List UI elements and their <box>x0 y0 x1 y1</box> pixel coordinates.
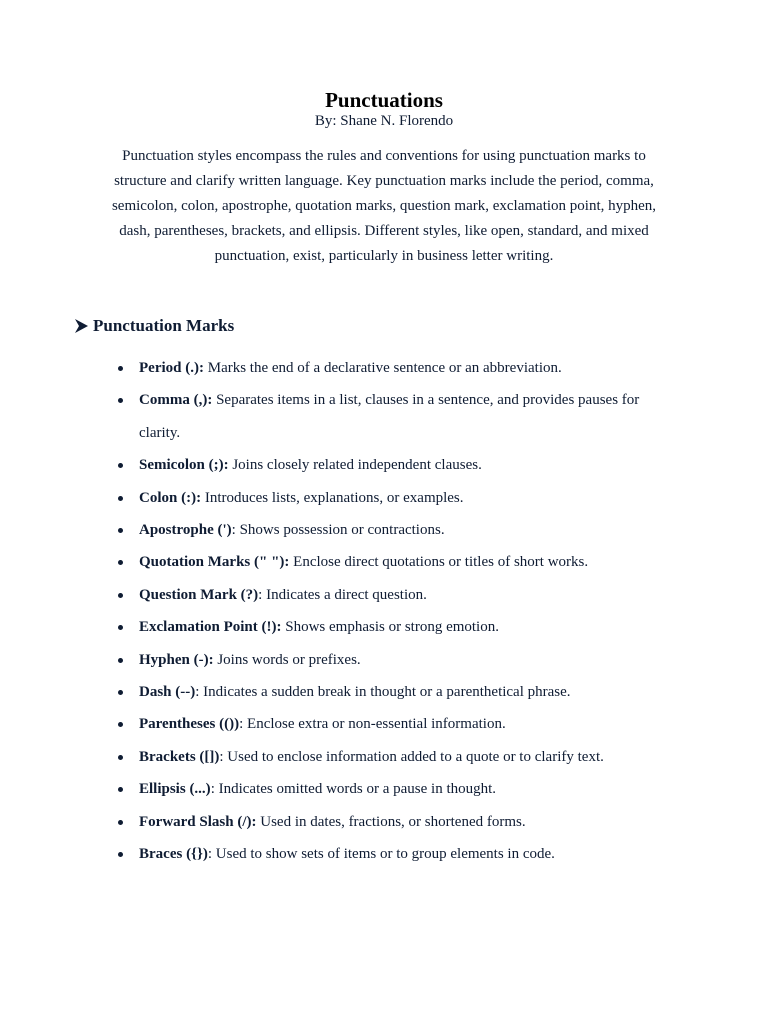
punctuation-term: Comma (,): <box>139 392 213 409</box>
punctuation-description: Marks the end of a declarative sentence or an abbreviation. <box>203 360 562 376</box>
bullet-dot-icon <box>118 625 123 630</box>
bullet-dot-icon <box>118 787 123 792</box>
punctuation-term: Colon (:): <box>139 489 202 506</box>
section-heading-label: Punctuation Marks <box>93 316 235 335</box>
bullet-dot-icon <box>118 820 123 825</box>
list-item <box>118 449 678 481</box>
list-item <box>118 741 678 773</box>
punctuation-description: : Used to show sets of items or to group elements in code. <box>207 846 555 863</box>
punctuation-description: Used in dates, fractions, or shortened forms. <box>256 813 526 830</box>
list-item <box>118 644 678 676</box>
punctuation-term: Dash (--) <box>139 684 196 701</box>
list-item <box>118 611 678 643</box>
bullet-dot-icon <box>118 496 123 501</box>
bullet-dot-icon <box>118 755 123 760</box>
punctuation-term: Quotation Marks (" "): <box>139 554 290 571</box>
bullet-dot-icon <box>118 722 123 727</box>
punctuation-description: : Used to enclose information added to a quote or to clarify text. <box>219 748 604 765</box>
punctuation-list <box>118 352 678 871</box>
punctuation-term: Brackets ([]) <box>139 748 220 765</box>
punctuation-description: Joins closely related independent clauses. <box>228 457 482 474</box>
list-item <box>118 546 678 578</box>
punctuation-term: Braces ({}) <box>139 846 208 863</box>
punctuation-description: : Indicates a sudden break in thought or a parenthetical phrase. <box>195 684 571 701</box>
list-item <box>118 806 678 838</box>
list-item <box>118 676 678 708</box>
punctuation-description: Shows emphasis or strong emotion. <box>281 619 499 636</box>
punctuation-description: : Indicates a direct question. <box>258 586 427 603</box>
list-item <box>118 708 678 740</box>
list-item <box>118 838 678 870</box>
punctuation-description: Enclose direct quotations or titles of short works. <box>289 554 589 571</box>
list-item <box>118 384 678 449</box>
punctuation-term: Apostrophe (') <box>139 522 232 539</box>
bullet-dot-icon <box>118 528 123 533</box>
punctuation-description: Joins words or prefixes. <box>213 651 361 668</box>
punctuation-term: Forward Slash (/): <box>139 813 257 830</box>
list-item <box>118 773 678 805</box>
bullet-dot-icon <box>118 690 123 695</box>
punctuation-description: Separates items in a list, clauses in a sentence, and provides pauses for clarity. <box>139 392 640 441</box>
bullet-dot-icon <box>118 463 123 468</box>
punctuation-term: Question Mark (?) <box>139 586 259 603</box>
list-item <box>118 352 678 384</box>
punctuation-term: Ellipsis (...) <box>139 781 211 798</box>
punctuation-term: Period (.): <box>139 360 204 376</box>
punctuation-description: : Shows possession or contractions. <box>231 522 445 539</box>
list-item <box>118 514 678 546</box>
bullet-dot-icon <box>118 366 123 371</box>
punctuation-term: Exclamation Point (!): <box>139 619 282 636</box>
list-item <box>118 579 678 611</box>
intro-paragraph: Punctuation styles encompass the rules and conventions for using punctuation marks to structure and clarify written language. Key punctuation marks include the period, comma, semicolon, colon, apostrophe, quotation marks, question mark, exclamation point, hyphen, dash, parentheses, brackets, and ellipsis. Different styles, like open, standard, and mixed punctuation, exist, particularly in business letter writing. <box>111 148 657 264</box>
punctuation-description: Introduces lists, explanations, or examples. <box>201 489 464 506</box>
bullet-dot-icon <box>118 560 123 565</box>
punctuation-description: : Indicates omitted words or a pause in thought. <box>210 781 497 798</box>
author-byline: By: Shane N. Florendo <box>314 113 454 129</box>
section-heading <box>74 315 474 337</box>
bullet-dot-icon <box>118 658 123 663</box>
bullet-dot-icon <box>118 398 123 403</box>
list-item <box>118 482 678 514</box>
arrowhead-icon <box>74 318 89 334</box>
bullet-dot-icon <box>118 593 123 598</box>
punctuation-term: Hyphen (-): <box>139 651 214 668</box>
punctuation-term: Semicolon (;): <box>139 457 229 474</box>
bullet-dot-icon <box>118 852 123 857</box>
punctuation-term: Parentheses (()) <box>139 716 240 733</box>
document-title: Punctuations <box>325 88 443 112</box>
punctuation-description: : Enclose extra or non-essential information. <box>239 716 506 733</box>
